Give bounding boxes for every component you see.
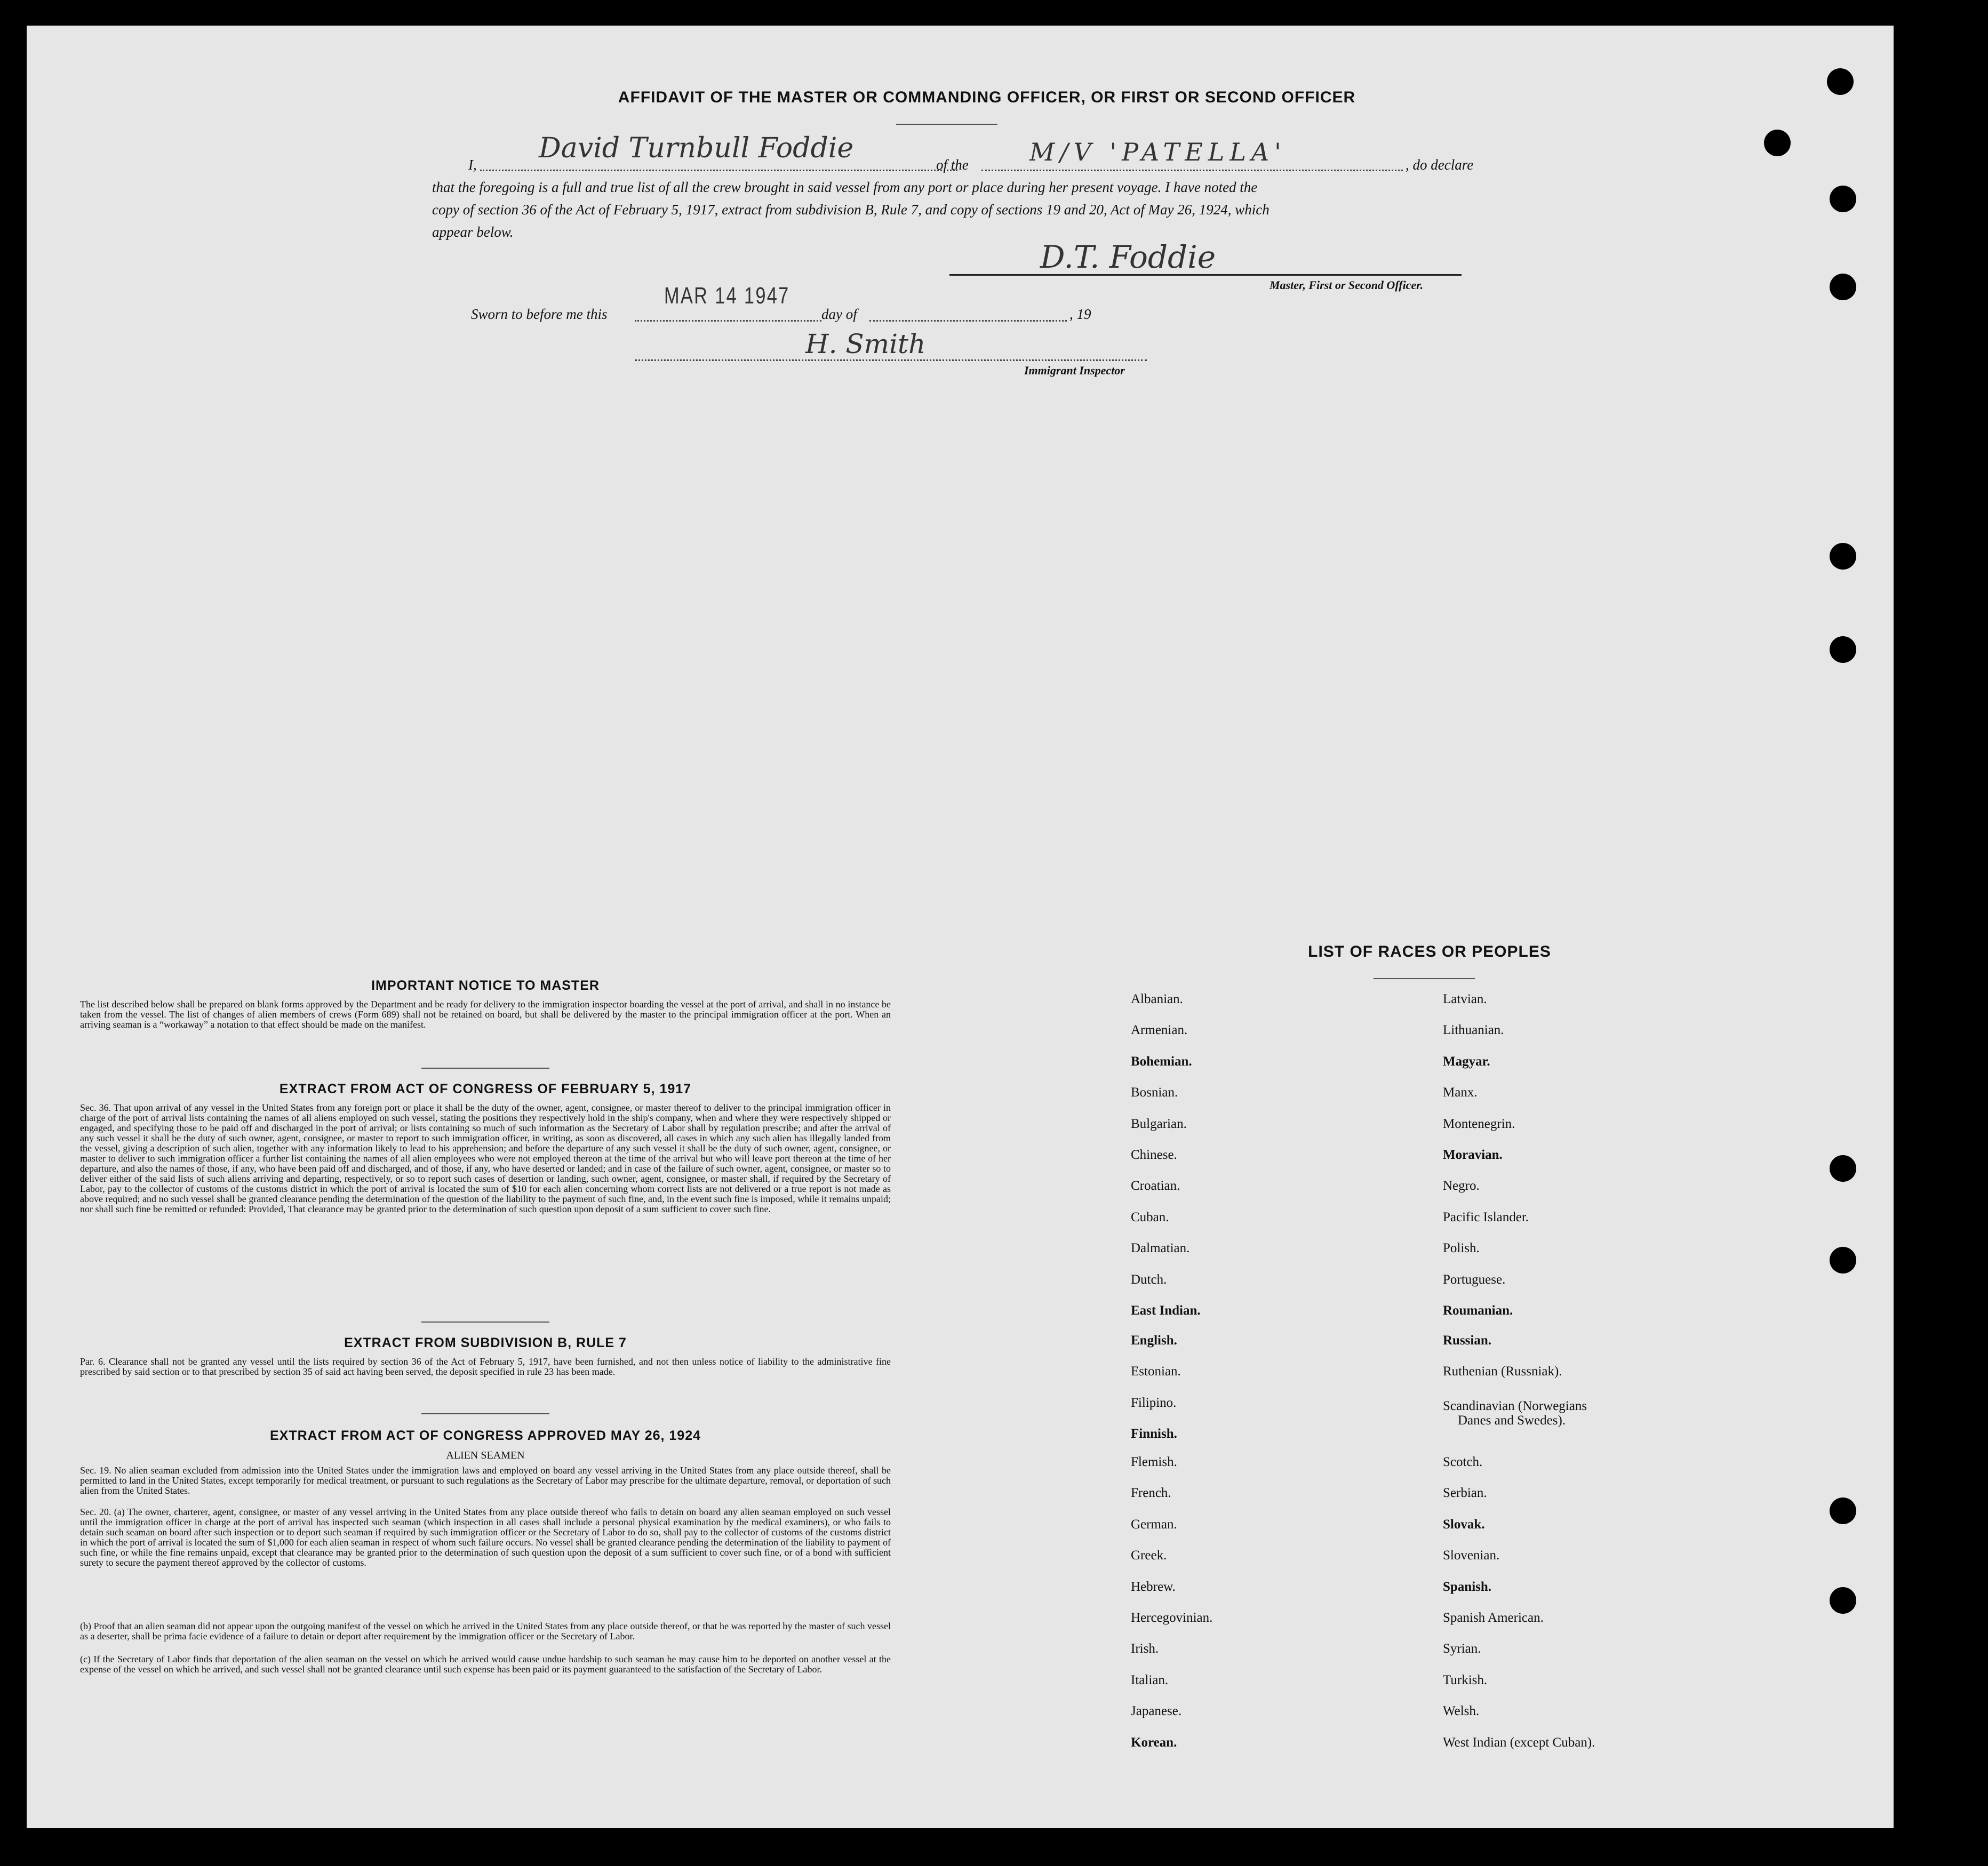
day-of-label: day of (821, 306, 857, 322)
year-label: , 19 (1069, 306, 1091, 322)
punch-hole (1764, 130, 1791, 156)
race-item: Estonian. (1131, 1364, 1181, 1379)
name-line (480, 170, 957, 171)
sec19-text: Sec. 19. No alien seaman excluded from admission into the United States under the immigration laws and employed on board any vessel arriving in the United States from any place outside thereof, shall be permitted to land in the United States, except temporarily for medical treatment, or pursuant to such regulations as the Secretary of Labor may prescribe for the ultimate departure, removal, or deportation of such alien from the United States. (80, 1465, 891, 1496)
affidavit-title: AFFIDAVIT OF THE MASTER OR COMMANDING OFFICER, OR FIRST OR SECOND OFFICER (618, 89, 1356, 106)
race-item: Spanish. (1443, 1580, 1492, 1594)
race-item: Bulgarian. (1131, 1117, 1187, 1131)
punch-hole (1830, 1497, 1856, 1524)
notice-title: IMPORTANT NOTICE TO MASTER (371, 978, 600, 993)
races-divider (1374, 978, 1475, 979)
vessel-name-handwritten: M/V 'PATELLA' (1029, 138, 1287, 166)
race-item: Montenegrin. (1443, 1117, 1515, 1131)
extract-1924-title: EXTRACT FROM ACT OF CONGRESS APPROVED MAY 26, 1924 (269, 1428, 701, 1443)
race-item: Pacific Islander. (1443, 1210, 1529, 1224)
race-item: English. (1131, 1333, 1177, 1348)
race-item: Danes and Swedes). (1458, 1413, 1566, 1428)
race-item: Filipino. (1131, 1396, 1177, 1410)
punch-hole (1830, 1587, 1856, 1614)
punch-hole (1830, 543, 1856, 570)
alien-seamen-subtitle: ALIEN SEAMEN (446, 1449, 525, 1461)
extract-1917-divider (421, 1322, 549, 1323)
race-item: Lithuanian. (1443, 1023, 1504, 1037)
race-item: French. (1131, 1486, 1171, 1500)
inspector-signature: H. Smith (805, 329, 926, 359)
race-item: Syrian. (1443, 1641, 1481, 1656)
rule7-text: Par. 6. Clearance shall not be granted any vessel until the lists required by section 36 of the Act of February 5, 1917, have been furnished, and not then unless notice of liability to the administrative fine prescribed by said section or to that prescribed by section 35 of said act having been served, the deposit specified in rule 23 has been made. (80, 1356, 891, 1377)
do-declare-label: , do declare (1406, 157, 1474, 173)
race-item: Hercegovinian. (1131, 1611, 1213, 1625)
race-item: Russian. (1443, 1333, 1492, 1348)
inspector-line (635, 359, 1147, 361)
punch-hole (1827, 68, 1854, 95)
race-item: Ruthenian (Russniak). (1443, 1364, 1562, 1379)
punch-hole (1830, 1155, 1856, 1182)
sworn-label: Sworn to before me this (471, 306, 608, 322)
form-sheet (27, 26, 1894, 1828)
sec20a-text: Sec. 20. (a) The owner, charterer, agent, consignee, or master of any vessel arriving in the United States from any place outside thereof who fails to detain on board any alien seaman employed on such vessel until the immigration officer in charge at the port of arrival has inspected such seaman (which inspection in all cases shall include a personal physical examination by the medical examiners), or who fails to detain such seaman on board after such inspection or to deport such seaman if required by such immigration officer or the Secretary of Labor to do so, shall pay to the collector of customs of the customs district in which the port of arrival is located the sum of $1,000 for each alien seaman in respect of whom such failure occurs. No vessel shall be granted clearance pending the determination of the liability to payment of such fine, or while the fine remains unpaid, except that clearance may be granted prior to the determination of such question upon the deposit of a sum sufficient to cover such fine, or of a bond with sufficient surety to secure the payment thereof approved by the collector of customs. (80, 1507, 891, 1568)
race-item: Dalmatian. (1131, 1241, 1190, 1255)
race-item: Polish. (1443, 1241, 1480, 1255)
master-name-handwritten: David Turnbull Foddie (539, 132, 854, 164)
of-the-label: of the (936, 157, 969, 173)
master-caption: Master, First or Second Officer. (1270, 278, 1424, 292)
race-item: Scandinavian (Norwegians (1443, 1399, 1587, 1413)
race-item: West Indian (except Cuban). (1443, 1735, 1595, 1750)
notice-divider (421, 1068, 549, 1069)
race-item: Latvian. (1443, 992, 1487, 1006)
race-item: Albanian. (1131, 992, 1183, 1006)
punch-hole (1830, 1247, 1856, 1274)
race-item: Korean. (1131, 1735, 1177, 1750)
rule7-divider (421, 1413, 549, 1414)
race-item: Chinese. (1131, 1148, 1177, 1162)
extract-1917-title: EXTRACT FROM ACT OF CONGRESS OF FEBRUARY 5, 1917 (279, 1082, 692, 1096)
race-item: Roumanian. (1443, 1303, 1513, 1318)
race-item: Spanish American. (1443, 1611, 1544, 1625)
race-item: Italian. (1131, 1673, 1169, 1687)
race-item: Turkish. (1443, 1673, 1488, 1687)
affidavit-line-3: copy of section 36 of the Act of February 5, 1917, extract from subdivision B, Rule 7, and copy of sections 19 and 20, Act of May 26, 1924, which (432, 202, 1270, 218)
vessel-line (981, 170, 1403, 171)
inspector-caption: Immigrant Inspector (1024, 364, 1125, 377)
race-item: Greek. (1131, 1548, 1167, 1563)
race-item: German. (1131, 1517, 1177, 1532)
race-item: Dutch. (1131, 1272, 1167, 1287)
pronoun-label: I, (468, 157, 477, 173)
race-item: Slovak. (1443, 1517, 1485, 1532)
date-stamp: MAR 14 1947 (664, 283, 790, 309)
race-item: Cuban. (1131, 1210, 1169, 1224)
race-item: Portuguese. (1443, 1272, 1506, 1287)
title-divider (896, 124, 997, 125)
rule7-title: EXTRACT FROM SUBDIVISION B, RULE 7 (344, 1335, 627, 1350)
race-item: Flemish. (1131, 1455, 1177, 1469)
master-signature-line (949, 274, 1462, 276)
race-item: Finnish. (1131, 1427, 1177, 1441)
punch-hole (1830, 274, 1856, 300)
race-item: Armenian. (1131, 1023, 1188, 1037)
extract-1917-text: Sec. 36. That upon arrival of any vessel in the United States from any foreign port or place it shall be the duty of the owner, agent, consignee, or master thereof to deliver to the principal immigration officer in charge of the port of arrival lists containing the names of all aliens employed on such vessel, stating the positions they respectively hold in the ship's company, when and where they were respectively shipped or engaged, and specifying those to be paid off and discharged in the port of arrival; or lists containing so much of such information as the Secretary of Labor shall by regulation prescribe; and after the arrival of any such vessel it shall be the duty of such owner, agent, consignee, or master to report to such immigration officer, in writing, as soon as discovered, all cases in which any such alien has illegally landed from the vessel, giving a description of such alien, together with any information likely to lead to his apprehension; and before the departure of any such vessel it shall be the duty of such owner, agent, consignee, or master to deliver to such immigration officer a further list containing the names of all alien employees who were not employed thereon at the time of the arrival but who will leave port thereon at the time of her departure, and also the names of those, if any, who have been paid off and discharged, and of those, if any, who have deserted or landed; and in case of the failure of such owner, agent, consignee, or master so to deliver either of the said lists of such aliens arriving and departing, respectively, or so to report such cases of desertion or landing, such owner, agent, consignee, or master shall, if required by the Secretary of Labor, pay to the collector of customs of the customs district in which the port of arrival is located the sum of $10 for each alien concerning whom correct lists are not delivered or a true report is not made as above required; and no such vessel shall be granted clearance pending the determination of the question of the liability to the payment of such fine, and, in the event such fine is imposed, while it remains unpaid; nor shall such fine be remitted or refunded: Provided, That clearance may be granted prior to the determination of such question upon deposit of a sum sufficient to cover such fine. (80, 1102, 891, 1214)
race-item: Scotch. (1443, 1455, 1483, 1469)
race-item: Manx. (1443, 1085, 1478, 1100)
sec20c-text: (c) If the Secretary of Labor finds that deportation of the alien seaman on the vessel on which he arrived would cause undue hardship to such seaman he may cause him to be deported on another vessel at the expense of the vessel on which he arrived, and such vessel shall not be granted clearance until such expense has been paid or its payment guaranteed to the satisfaction of the Secretary of Labor. (80, 1654, 891, 1675)
punch-hole (1830, 186, 1856, 212)
race-item: Bohemian. (1131, 1054, 1192, 1069)
affidavit-line-4: appear below. (432, 224, 514, 240)
race-item: Negro. (1443, 1179, 1480, 1193)
race-item: Magyar. (1443, 1054, 1490, 1069)
race-item: Welsh. (1443, 1704, 1480, 1718)
punch-hole (1830, 636, 1856, 663)
notice-text: The list described below shall be prepared on blank forms approved by the Department and be ready for delivery to the immigration inspector boarding the vessel at the port of arrival, and shall in no instance be taken from the vessel. The list of changes of alien members of crews (Form 689) shall not be retained on board, but shall be delivered by the master to the principal immigration officer at the port. When an arriving seaman is a “workaway” a notation to that effect should be made on the manifest. (80, 999, 891, 1030)
sec20b-text: (b) Proof that an alien seaman did not appear upon the outgoing manifest of the vessel on which he arrived in the United States from any place outside thereof, or that he was reported by the master of such vessel as a deserter, shall be prima facie evidence of a failure to detain or deport after requirement by the immigration officer or the Secretary of Labor. (80, 1621, 891, 1641)
race-item: Croatian. (1131, 1179, 1180, 1193)
race-item: Moravian. (1443, 1148, 1503, 1162)
race-item: Bosnian. (1131, 1085, 1178, 1100)
race-item: Japanese. (1131, 1704, 1182, 1718)
race-item: Slovenian. (1443, 1548, 1500, 1563)
race-item: Serbian. (1443, 1486, 1487, 1500)
races-title: LIST OF RACES OR PEOPLES (1308, 943, 1551, 960)
master-signature: D.T. Foddie (1040, 239, 1216, 275)
day-of-line (869, 320, 1067, 322)
affidavit-line-2: that the foregoing is a full and true list of all the crew brought in said vessel from any port or place during her present voyage. I have noted the (432, 179, 1258, 195)
race-item: Irish. (1131, 1641, 1159, 1656)
sworn-date-line (635, 320, 821, 322)
race-item: East Indian. (1131, 1303, 1201, 1318)
race-item: Hebrew. (1131, 1580, 1176, 1594)
